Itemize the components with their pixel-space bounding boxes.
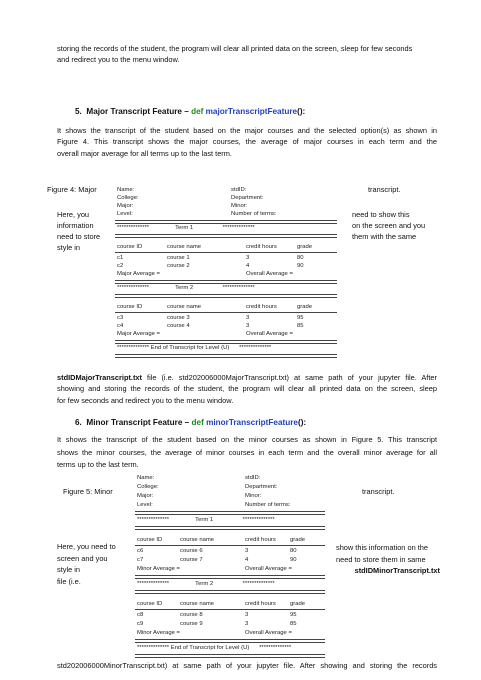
field-label: Department: bbox=[231, 195, 264, 201]
figure-5-left-wrap bbox=[57, 541, 137, 587]
field-label: College: bbox=[117, 195, 139, 201]
minor-average: Minor Average = bbox=[137, 630, 180, 636]
table-cell: c1 bbox=[117, 255, 124, 261]
table-cell: course 8 bbox=[180, 612, 203, 618]
double-rule bbox=[135, 526, 325, 530]
figure-5-right-wrap bbox=[336, 542, 440, 577]
section-title: Minor Transcript Feature – bbox=[86, 418, 192, 427]
table-cell: 4 bbox=[246, 263, 250, 269]
table-cell: course 1 bbox=[167, 255, 190, 261]
overall-average: Overall Average = bbox=[245, 566, 292, 572]
def-keyword: def bbox=[191, 418, 204, 427]
table-cell: c8 bbox=[137, 612, 144, 618]
column-header: course ID bbox=[137, 601, 163, 607]
table-cell: 95 bbox=[290, 612, 297, 618]
double-rule bbox=[115, 294, 337, 298]
s6-line-1: It shows the transcript of the student based on the minor courses as shown in Figure 5. This transcript bbox=[57, 435, 437, 444]
table-cell: c9 bbox=[137, 621, 144, 627]
column-header: course ID bbox=[117, 304, 143, 310]
table-cell: 3 bbox=[246, 255, 250, 261]
s6-line-2: shows the minor courses, the average of minor courses in each term and the overall minor average for all bbox=[57, 447, 437, 457]
column-header: course name bbox=[180, 601, 215, 607]
end-banner: ************** End of Transcript for Level (U) ************** bbox=[137, 645, 292, 651]
table-cell: 3 bbox=[245, 621, 249, 627]
figure-4-left-wrap bbox=[57, 209, 109, 253]
section-5-paragraph bbox=[57, 125, 437, 159]
column-header: course name bbox=[167, 244, 202, 250]
table-cell: 3 bbox=[245, 612, 249, 618]
wrap-line: on the screen and you bbox=[352, 221, 426, 230]
table-cell: 3 bbox=[245, 548, 249, 554]
double-rule bbox=[115, 354, 337, 358]
table-cell: c2 bbox=[117, 263, 124, 269]
table-cell: 80 bbox=[297, 255, 304, 261]
term-banner: ************** Term 1 ************** bbox=[137, 517, 275, 523]
field-label: Number of terms: bbox=[231, 211, 277, 217]
field-label: Major: bbox=[117, 203, 134, 209]
rule bbox=[135, 545, 325, 546]
table-cell: course 2 bbox=[167, 263, 190, 269]
column-header: credit hours bbox=[245, 537, 276, 543]
wrap-line: Here, you need to bbox=[57, 542, 116, 551]
column-header: course name bbox=[180, 537, 215, 543]
double-rule bbox=[135, 654, 325, 658]
function-suffix: (): bbox=[297, 418, 307, 427]
term-banner: ************** Term 2 ************** bbox=[137, 581, 275, 587]
major-average: Major Average = bbox=[117, 271, 160, 277]
section-number: 5. bbox=[75, 107, 82, 116]
figure-4-right-wrap bbox=[352, 209, 438, 242]
double-rule bbox=[135, 511, 325, 515]
field-label: Minor: bbox=[231, 203, 248, 209]
field-label: Major: bbox=[137, 493, 154, 499]
field-label: stdID: bbox=[231, 187, 247, 193]
wrap-line: style in bbox=[57, 243, 81, 252]
major-average: Major Average = bbox=[117, 331, 160, 337]
column-header: course name bbox=[167, 304, 202, 310]
table-cell: c7 bbox=[137, 557, 144, 563]
after-text: file (i.e. std202006000MajorTranscript.txt) at same path of your jupyter file. After bbox=[142, 373, 437, 382]
wrap-line: need to show this bbox=[352, 210, 410, 219]
column-header: course ID bbox=[117, 244, 143, 250]
figure-4-transcript bbox=[115, 186, 339, 366]
column-header: grade bbox=[290, 537, 306, 543]
intro-line-1: storing the records of the student, the program will clear all printed data on the screen, sleep for few seconds bbox=[57, 44, 413, 53]
column-header: grade bbox=[297, 244, 313, 250]
wrap-line: show this information on the bbox=[336, 543, 429, 552]
s5-line-1: It shows the transcript of the student based on the major courses and the selected option(s) as shown in bbox=[57, 126, 437, 135]
rule bbox=[115, 252, 337, 253]
field-label: Minor: bbox=[245, 493, 262, 499]
table-cell: 3 bbox=[246, 323, 250, 329]
wrap-line: need to store them in same bbox=[336, 554, 426, 564]
wrap-line: information bbox=[57, 221, 94, 230]
section-6-heading bbox=[75, 418, 306, 427]
intro-paragraph bbox=[57, 43, 437, 66]
rule bbox=[135, 609, 325, 610]
table-cell: 90 bbox=[290, 557, 297, 563]
wrap-line: need to store bbox=[57, 232, 101, 241]
after-line-1: std202006000MinorTranscript.txt) at same path of your jupyter file. After showing and storing the records bbox=[57, 661, 437, 670]
table-cell: course 3 bbox=[167, 315, 190, 321]
field-label: Name: bbox=[117, 187, 135, 193]
table-cell: c6 bbox=[137, 548, 144, 554]
figure-4-caption: Figure 4: Major bbox=[47, 185, 97, 194]
table-cell: course 6 bbox=[180, 548, 203, 554]
overall-average: Overall Average = bbox=[246, 331, 293, 337]
rule bbox=[115, 312, 337, 313]
table-cell: 95 bbox=[297, 315, 304, 321]
table-cell: 4 bbox=[245, 557, 249, 563]
section-6-paragraph bbox=[57, 434, 437, 472]
section-6-after-paragraph bbox=[57, 660, 437, 671]
table-cell: c3 bbox=[117, 315, 124, 321]
intro-line-2: and redirect you to the menu window. bbox=[57, 55, 180, 65]
filename-bold: stdIDMinorTranscript.txt bbox=[354, 566, 440, 575]
field-label: Department: bbox=[245, 484, 278, 490]
double-rule bbox=[115, 234, 337, 238]
wrap-line: style in bbox=[57, 565, 81, 574]
table-cell: course 9 bbox=[180, 621, 203, 627]
wrap-line: file (i.e. bbox=[57, 576, 81, 586]
function-name: majorTranscriptFeature bbox=[205, 107, 298, 116]
term-banner: ************** Term 1 ************** bbox=[117, 225, 255, 231]
s5-line-2: Figure 4. This transcript shows the major courses, the average of major courses in each term and the bbox=[57, 137, 437, 147]
field-label: Number of terms: bbox=[245, 502, 291, 508]
column-header: course ID bbox=[137, 537, 163, 543]
section-number: 6. bbox=[75, 418, 82, 427]
figure-5-transcript bbox=[135, 474, 327, 660]
table-cell: c4 bbox=[117, 323, 124, 329]
overall-average: Overall Average = bbox=[246, 271, 293, 277]
after-line-3: for few seconds and redirect you to the menu window. bbox=[57, 395, 234, 405]
figure-4-caption-tail: transcript. bbox=[368, 185, 401, 194]
section-5-heading bbox=[75, 107, 305, 116]
double-rule bbox=[135, 639, 325, 643]
wrap-line: them with the same bbox=[352, 232, 417, 241]
wrap-line: Here, you bbox=[57, 210, 90, 219]
function-name: minorTranscriptFeature bbox=[206, 418, 298, 427]
field-label: Level: bbox=[117, 211, 133, 217]
filename-bold: stdIDMajorTranscript.txt bbox=[57, 373, 143, 382]
field-label: Name: bbox=[137, 475, 155, 481]
s5-line-3: overall major average for all terms up to the last term. bbox=[57, 148, 232, 158]
column-header: credit hours bbox=[245, 601, 276, 607]
def-keyword: def bbox=[191, 107, 204, 116]
column-header: credit hours bbox=[246, 304, 277, 310]
field-label: College: bbox=[137, 484, 159, 490]
field-label: Level: bbox=[137, 502, 153, 508]
figure-5-caption-tail: transcript. bbox=[362, 487, 395, 496]
table-cell: 85 bbox=[290, 621, 297, 627]
column-header: grade bbox=[297, 304, 313, 310]
after-line-2: showing and storing the records of the student, the program will clear all printed data on the screen, sleep bbox=[57, 384, 437, 394]
table-cell: 80 bbox=[290, 548, 297, 554]
s6-line-3: terms up to the last term. bbox=[57, 460, 139, 469]
end-banner: ************** End of Transcript for Level (U) ************** bbox=[117, 345, 272, 351]
wrap-line: screen and you bbox=[57, 553, 108, 563]
figure-5-caption: Figure 5: Minor bbox=[63, 487, 113, 496]
overall-average: Overall Average = bbox=[245, 630, 292, 636]
table-cell: 85 bbox=[297, 323, 304, 329]
function-suffix: (): bbox=[297, 107, 306, 116]
minor-average: Minor Average = bbox=[137, 566, 180, 572]
double-rule bbox=[135, 575, 325, 579]
table-cell: 3 bbox=[246, 315, 250, 321]
field-label: stdID: bbox=[245, 475, 261, 481]
table-cell: course 7 bbox=[180, 557, 203, 563]
term-banner: ************** Term 2 ************** bbox=[117, 285, 255, 291]
table-cell: course 4 bbox=[167, 323, 190, 329]
table-cell: 90 bbox=[297, 263, 304, 269]
double-rule bbox=[135, 590, 325, 594]
section-title: Major Transcript Feature – bbox=[86, 107, 192, 116]
section-5-after-paragraph bbox=[57, 372, 437, 406]
column-header: grade bbox=[290, 601, 306, 607]
column-header: credit hours bbox=[246, 244, 277, 250]
